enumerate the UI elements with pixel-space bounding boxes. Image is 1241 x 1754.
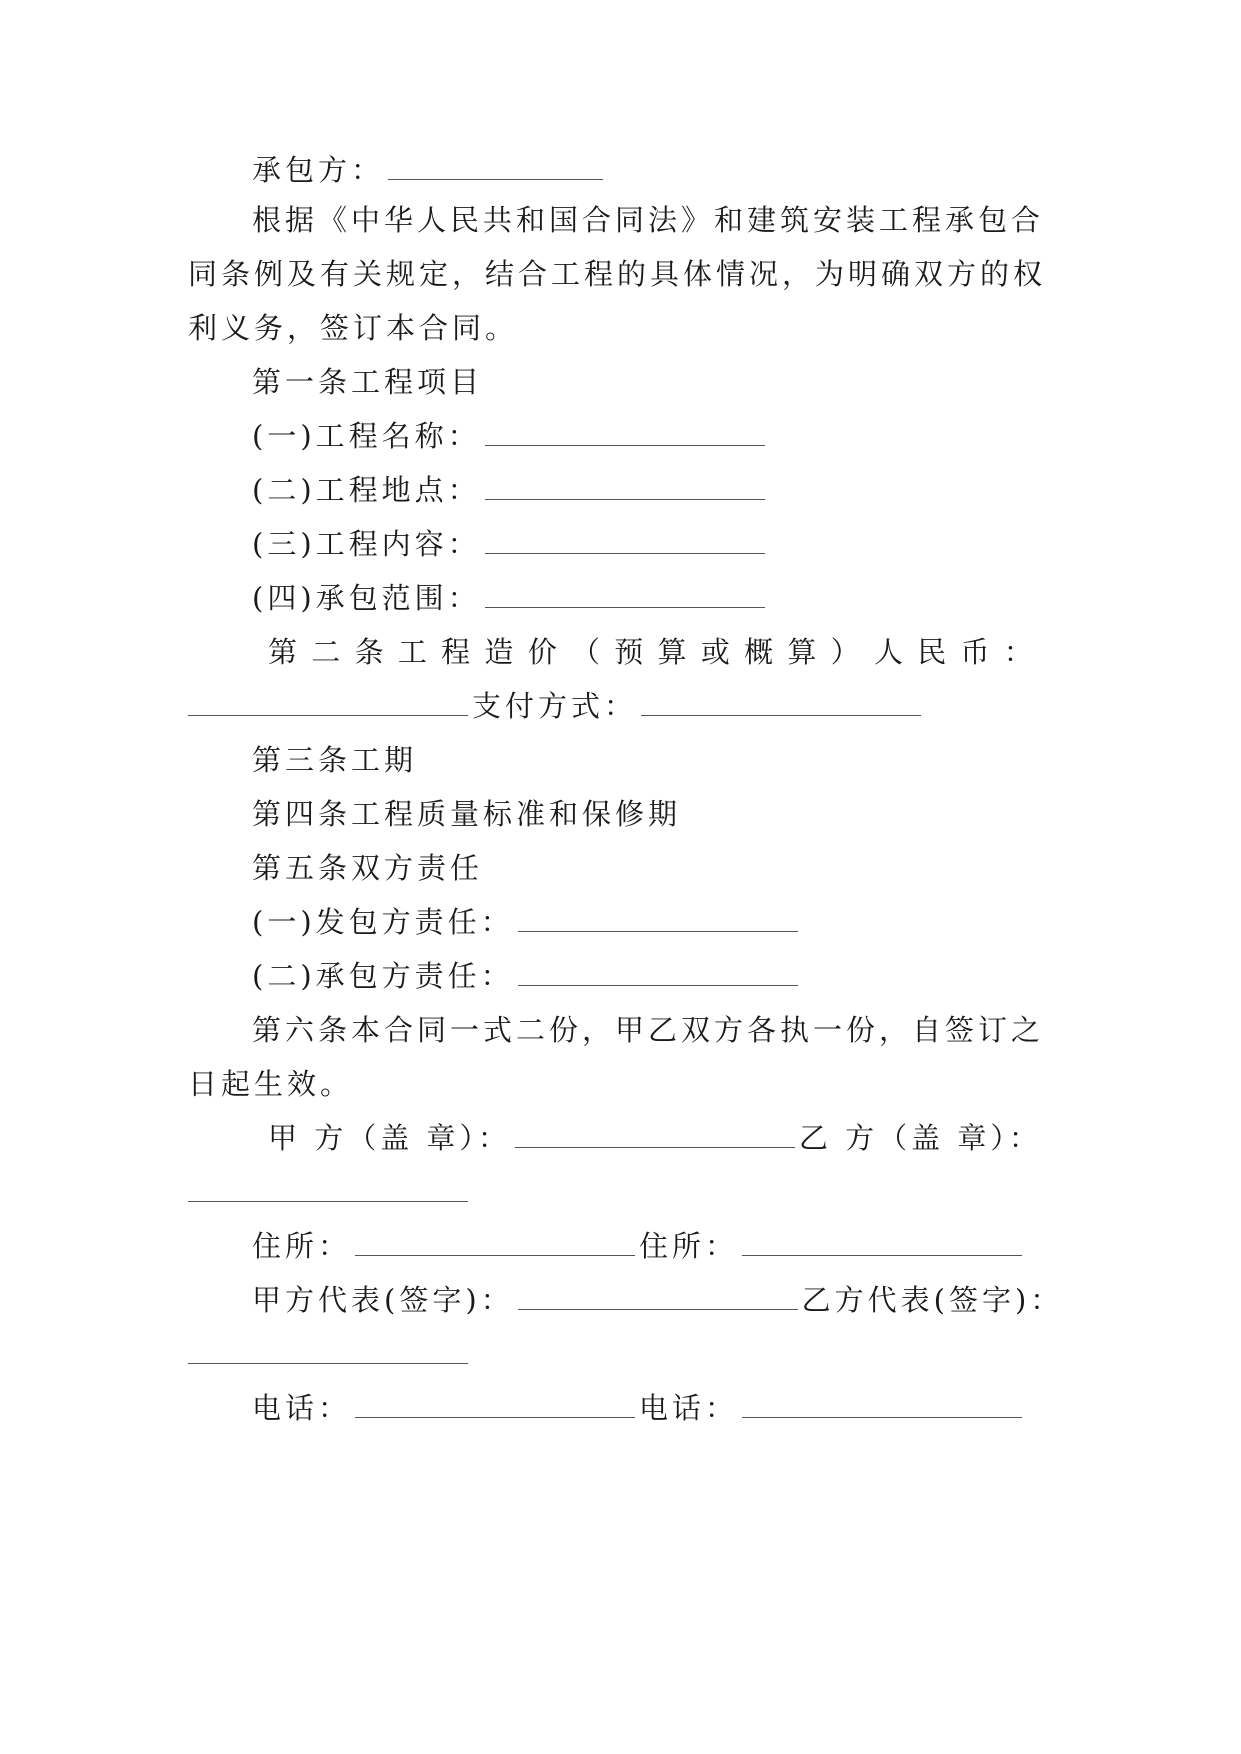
article2-title-char: 币 [960,635,990,669]
article5-title: 第五条双方责任 [252,851,484,885]
party-b-seal-label: 乙 方（盖 章）： [798,1121,1042,1155]
phone-line [252,1388,1026,1428]
article2-title-char: 或 [700,635,730,669]
rep-b-label: 乙方代表(签字)： [801,1283,1064,1317]
article6-line-2: 日起生效。 [188,1067,354,1101]
article2-title-char: 民 [917,635,947,669]
address-b-blank [742,1251,1022,1256]
article2-title-char: 程 [441,635,471,669]
item-label: (二)承包方责任： [252,959,514,993]
item-blank [485,603,765,608]
address-a-label: 住所： [252,1229,352,1263]
item-blank [485,549,765,554]
article2-title-char: 条 [354,635,384,669]
phone-b-blank [742,1413,1022,1418]
seal-line [268,1118,1042,1158]
article1-title: 第一条工程项目 [252,365,484,399]
representative-line [252,1280,1063,1320]
rep-b-blank [188,1359,468,1364]
item-blank [518,981,798,986]
party-b-seal-blank-line [188,1172,472,1212]
article2-title-char: 算 [787,635,817,669]
article1-item-scope [252,578,769,618]
item-label: (一)工程名称： [252,419,481,453]
article6-line-1: 第六条本合同一式二份，甲乙双方各执一份，自签订之 [252,1013,1045,1047]
payment-blank [641,711,921,716]
address-line [252,1226,1026,1266]
phone-a-label: 电话： [252,1391,352,1425]
article2-title-char: 第 [268,635,298,669]
article1-item-location [252,470,769,510]
article2-title-char: 人 [873,635,903,669]
article1-item-content [252,524,769,564]
article2-title [268,632,1033,672]
price-blank [188,711,468,716]
article4-title: 第四条工程质量标准和保修期 [252,797,682,831]
article2-title-char: 概 [744,635,774,669]
address-b-label: 住所： [639,1229,739,1263]
item-label: (二)工程地点： [252,473,481,507]
rep-a-blank [518,1305,798,1310]
article2-title-char: 工 [397,635,427,669]
article1-item-name [252,416,769,456]
article2-title-char: ） [830,635,860,669]
article2-title-char: 预 [614,635,644,669]
party-a-seal-label: 甲 方（盖 章）： [268,1121,511,1155]
article2-title-char: （ [570,635,600,669]
article3-title: 第三条工期 [252,743,418,777]
contractor-blank [388,175,603,180]
item-blank [485,495,765,500]
article2-title-char: 算 [657,635,687,669]
payment-label: 支付方式： [472,689,638,723]
intro-line-2: 同条例及有关规定，结合工程的具体情况，为明确双方的权 [188,257,1047,291]
address-a-blank [355,1251,635,1256]
item-label: (四)承包范围： [252,581,481,615]
article2-price-payment-line [188,686,925,726]
article5-item-contractor [252,956,802,996]
phone-a-blank [355,1413,635,1418]
article2-title-char: ： [1003,635,1033,669]
party-b-seal-blank [188,1197,468,1202]
item-blank [485,441,765,446]
contractor-label: 承包方： [252,153,385,187]
article2-title-char: 价 [527,635,557,669]
article2-title-char: 二 [311,635,341,669]
party-a-seal-blank [515,1143,795,1148]
phone-b-label: 电话： [639,1391,739,1425]
intro-line-1: 根据《中华人民共和国合同法》和建筑安装工程承包合 [252,203,1045,237]
article2-title-char: 造 [484,635,514,669]
rep-a-label: 甲方代表(签字)： [252,1283,514,1317]
item-label: (一)发包方责任： [252,905,514,939]
contractor-line [252,150,607,190]
rep-b-blank-line [188,1334,472,1374]
intro-line-3: 利义务，签订本合同。 [188,311,519,345]
article5-item-employer [252,902,802,942]
item-label: (三)工程内容： [252,527,481,561]
item-blank [518,927,798,932]
